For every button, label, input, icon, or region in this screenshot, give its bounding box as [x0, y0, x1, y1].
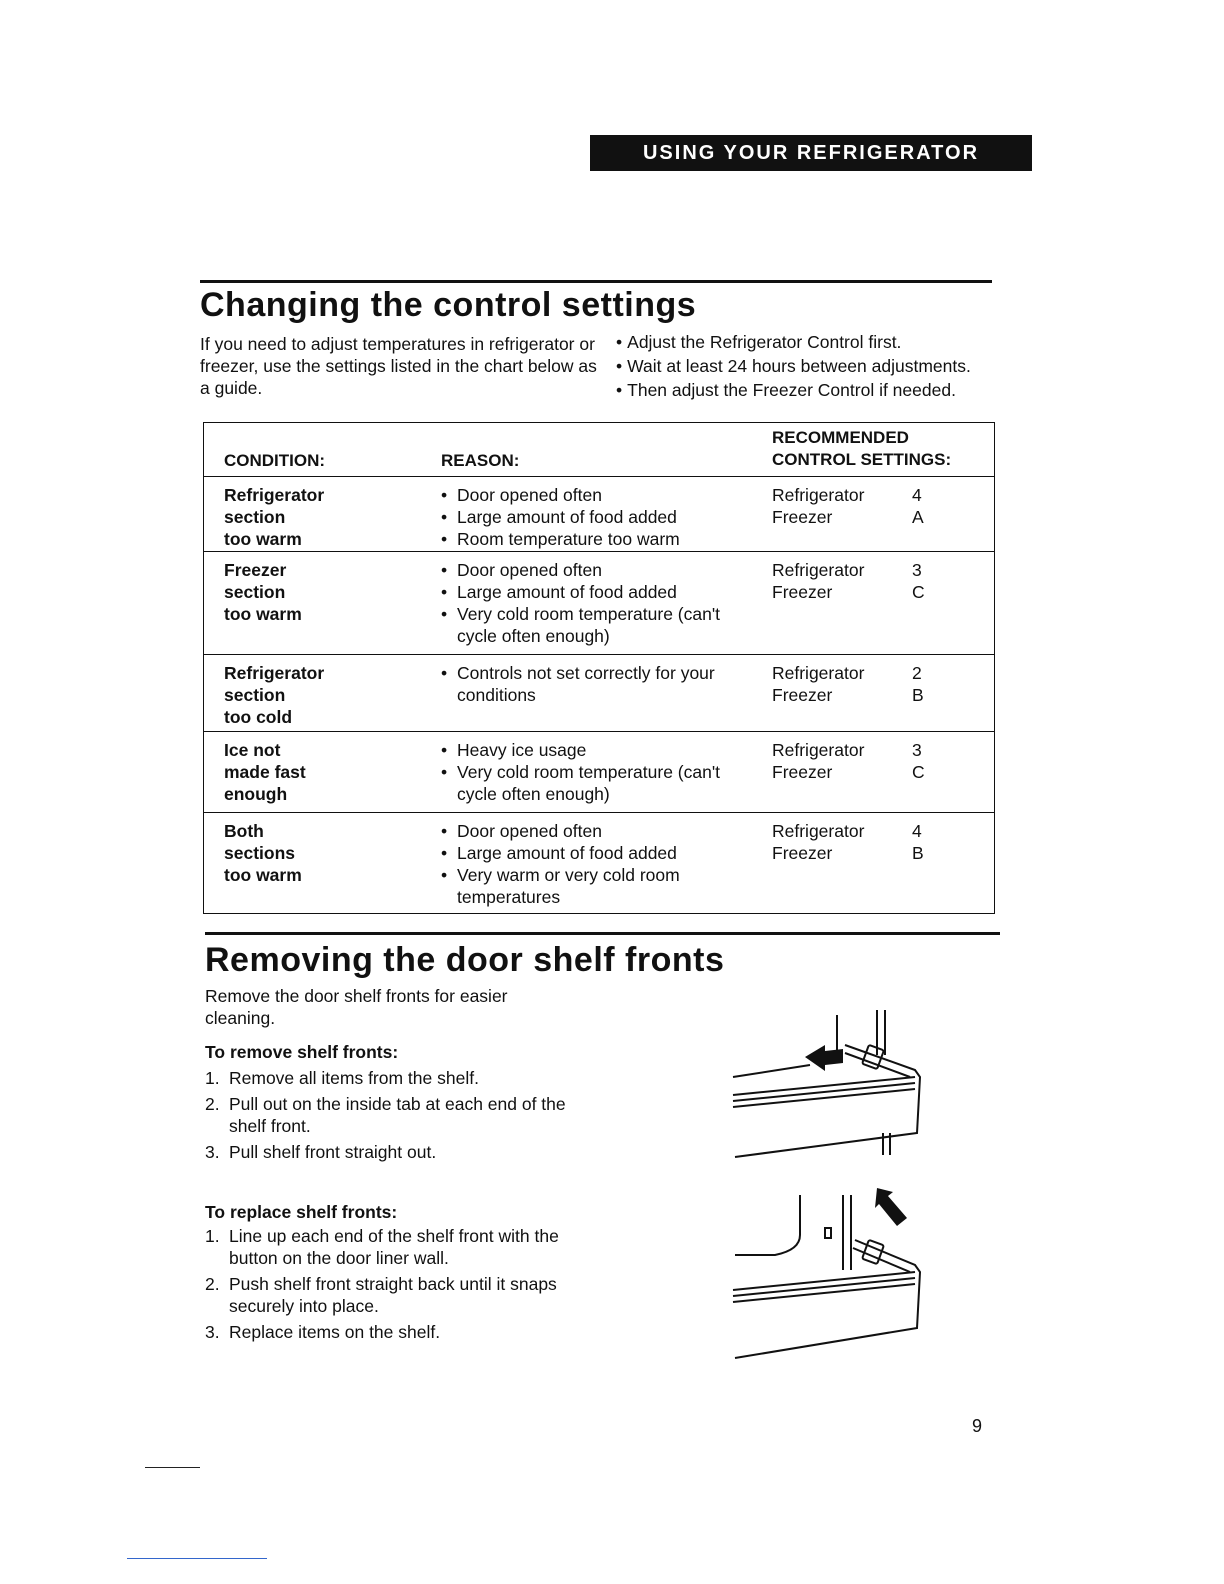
reason-item: • Room temperature too warm: [441, 528, 761, 550]
condition-cell: Refrigerator section too cold: [224, 663, 325, 727]
condition-cell: Refrigerator section too warm: [224, 485, 325, 549]
header-settings-line2: CONTROL SETTINGS:: [772, 450, 952, 469]
table-row: [204, 655, 994, 732]
title-rule: [200, 280, 992, 283]
footer-link-line: [127, 1558, 267, 1559]
section-banner: USING YOUR REFRIGERATOR: [590, 135, 1032, 171]
section2-intro: Remove the door shelf fronts for easier cleaning.: [205, 986, 508, 1028]
list-item: 2. Pull out on the inside tab at each end of the shelf front.: [205, 1094, 566, 1136]
reason-cell: [441, 820, 761, 908]
table-row: [204, 552, 994, 655]
replace-shelf-illustration: [725, 1180, 935, 1370]
reason-item: • Door opened often: [441, 559, 761, 581]
header-settings-line1: RECOMMENDED: [772, 428, 909, 447]
table-row: [204, 813, 994, 913]
reason-cell: [441, 484, 761, 550]
remove-steps: [205, 1067, 585, 1167]
settings-cell: Refrigerator 2 Freezer B: [772, 663, 924, 705]
header-reason: REASON:: [441, 451, 520, 470]
reason-cell: [441, 559, 761, 647]
list-item: 3. Replace items on the shelf.: [205, 1322, 441, 1342]
table-row: [204, 477, 994, 552]
reason-item: • Heavy ice usage: [441, 739, 761, 761]
table-row: [204, 732, 994, 813]
table-header: [204, 423, 994, 477]
footer-rule: [145, 1467, 200, 1468]
page-number: 9: [972, 1416, 983, 1436]
replace-steps: [205, 1225, 585, 1347]
tip-item: • Adjust the Refrigerator Control first.: [616, 330, 1016, 354]
reason-item: • Large amount of food added: [441, 842, 761, 864]
page-title: Changing the control settings: [200, 286, 697, 324]
replace-heading: To replace shelf fronts:: [205, 1202, 398, 1222]
condition-cell: Freezer section too warm: [224, 560, 302, 624]
reason-item: • Large amount of food added: [441, 506, 761, 528]
list-item: 2. Push shelf front straight back until it snaps securely into place.: [205, 1274, 557, 1316]
tip-item: • Wait at least 24 hours between adjustments.: [616, 354, 1016, 378]
remove-heading: To remove shelf fronts:: [205, 1042, 399, 1062]
condition-cell: Ice not made fast enough: [224, 740, 306, 804]
settings-cell: Refrigerator 4 Freezer B: [772, 821, 924, 863]
header-settings: [772, 427, 951, 471]
reason-cell: [441, 662, 761, 706]
settings-cell: Refrigerator 3 Freezer C: [772, 560, 925, 602]
reason-item: • Very cold room temperature (can't cycle often enough): [441, 603, 761, 647]
list-item: 3. Pull shelf front straight out.: [205, 1142, 437, 1162]
header-condition: CONDITION:: [224, 451, 326, 470]
tip-item: • Then adjust the Freezer Control if needed.: [616, 378, 1016, 402]
tips-list: [616, 330, 1016, 402]
reason-item: • Large amount of food added: [441, 581, 761, 603]
condition-cell: Both sections too warm: [224, 821, 302, 885]
section2-title: Removing the door shelf fronts: [205, 941, 725, 979]
reason-item: • Very warm or very cold room temperatures: [441, 864, 761, 908]
settings-cell: Refrigerator 3 Freezer C: [772, 740, 925, 782]
list-item: 1. Line up each end of the shelf front with the button on the door liner wall.: [205, 1226, 559, 1268]
settings-cell: Refrigerator 4 Freezer A: [772, 485, 924, 527]
reason-item: • Very cold room temperature (can't cycle often enough): [441, 761, 761, 805]
remove-shelf-illustration: [725, 1005, 935, 1175]
reason-item: • Door opened often: [441, 820, 761, 842]
list-item: 1. Remove all items from the shelf.: [205, 1068, 479, 1088]
reason-cell: [441, 739, 761, 805]
arrow-icon: [875, 1188, 907, 1226]
settings-table: [203, 422, 995, 914]
intro-text: If you need to adjust temperatures in refrigerator or freezer, use the settings listed in the chart below as a guide.: [200, 334, 597, 398]
reason-item: • Controls not set correctly for your conditions: [441, 662, 761, 706]
section2-rule: [205, 932, 1000, 935]
reason-item: • Door opened often: [441, 484, 761, 506]
